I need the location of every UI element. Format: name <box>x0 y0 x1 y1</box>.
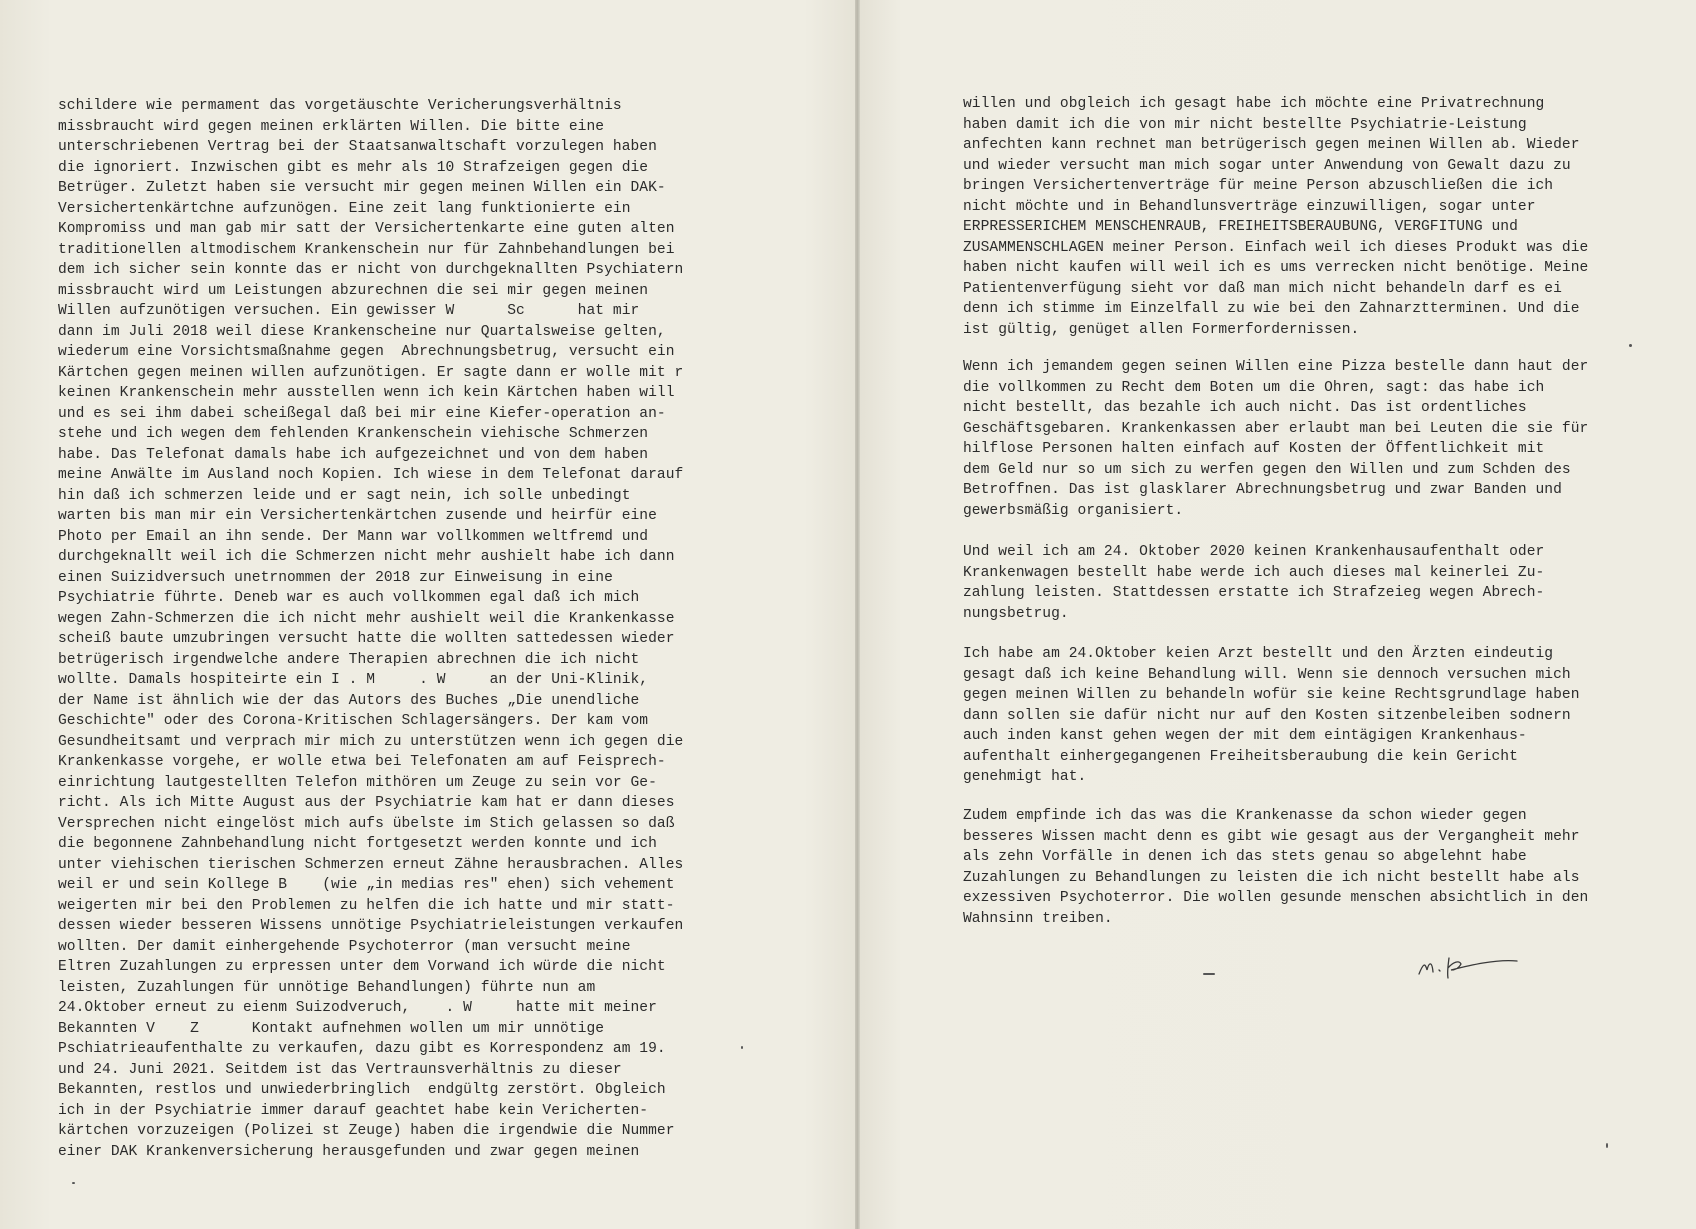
text-line: Pschiatrieaufenthalte zu verkaufen, dazu gibt es Korrespondenz am 19. <box>58 1041 666 1057</box>
text-line: Geschäftsgebaren. Krankenkassen aber erlaubt man bei Leuten die sie für <box>963 420 1589 437</box>
text-line: unterschriebenen Vertrag bei der Staatsanwaltschaft vorzulegen haben <box>58 139 657 155</box>
text-line: wollten. Der damit einhergehende Psychoterror (man versucht meine <box>58 938 631 955</box>
scan-speck <box>1203 973 1215 975</box>
text-line: unter viehischen tierischen Schmerzen erneut Zähne herausbrachen. Alles <box>58 856 684 873</box>
text-line: einrichtung lautgestellten Telefon mithören um Zeuge zu sein vor Ge- <box>58 774 657 791</box>
text-line: gesagt daß ich keine Behandlung will. Wenn sie dennoch versuchen mich <box>963 666 1571 683</box>
text-line: dessen wieder besseren Wissens unnötige Psychiatrieleistungen verkaufen <box>58 918 684 934</box>
text-line: Psychiatrie führte. Deneb war es auch vollkommen egal daß ich mich <box>58 590 640 606</box>
scan-speck <box>72 1182 75 1184</box>
text-line: gewerbsmäßig organisiert. <box>963 502 1184 519</box>
text-line: einen Suizidversuch unetrnommen der 2018 zur Einweisung in eine <box>58 569 613 586</box>
text-line: wegen Zahn-Schmerzen die ich nicht mehr aushielt weil die Krankenkasse <box>58 610 675 627</box>
text-line: Kärtchen gegen meinen willen aufzunötigen. Er sagte dann er wolle mit r <box>58 364 684 381</box>
text-line: hilflose Personen halten einfach auf Kosten der Öffentlichkeit mit <box>963 441 1545 457</box>
text-line: willen und obgleich ich gesagt habe ich möchte eine Privatrechnung <box>963 96 1545 112</box>
text-line: leisten, Zuzahlungen für unnötige Behandlungen) führte nun am <box>58 979 596 996</box>
right-paragraph-5 <box>963 806 1588 929</box>
text-line: aufenthalt einhergegangenen Freiheitsberaubung die kein Gericht <box>963 748 1518 765</box>
text-line: ich in der Psychiatrie immer darauf geachtet habe kein Vericherten- <box>58 1102 649 1119</box>
text-line: 24.Oktober erneut zu eienm Suizodveruch, . W hatte mit meiner <box>58 1000 657 1016</box>
text-line: nicht bestellt, das bezahle ich auch nicht. Das ist ordentliches <box>963 400 1527 416</box>
text-line: schildere wie permament das vorgetäuschte Vericherungsverhältnis <box>58 98 622 114</box>
left-page-text <box>58 96 683 1162</box>
text-line: der Name ist ähnlich wie der das Autors des Buches „Die unendliche <box>58 692 640 709</box>
text-line: Geschichte" oder des Corona-Kritischen Schlagersängers. Der kam vom <box>58 713 649 729</box>
text-line: Bekannten, restlos und unwiederbringlich endgültg zerstört. Obgleich <box>58 1082 666 1098</box>
text-line: ZUSAMMENSCHLAGEN meiner Person. Einfach weil ich dieses Produkt was die <box>963 239 1589 256</box>
text-line: dem Geld nur so um sich zu werfen gegen den Willen und zum Schden des <box>963 461 1571 478</box>
text-line: bringen Versichertenverträge für meine Person abzuschließen die ich <box>963 178 1554 194</box>
text-line: missbraucht wird gegen meinen erklärten Willen. Die bitte eine <box>58 118 605 135</box>
text-line: hin daß ich schmerzen leide und er sagt nein, ich solle unbedingt <box>58 487 631 504</box>
text-line: exzessiven Psychoterror. Die wollen gesunde menschen absichtlich in den <box>963 890 1589 906</box>
text-line: Betrüger. Zuletzt haben sie versucht mir gegen meinen Willen ein DAK- <box>58 180 666 196</box>
scan-speck <box>1629 344 1632 347</box>
text-line: Zuzahlungen zu Behandlungen zu leisten die ich nicht bestellt habe als <box>963 869 1580 886</box>
text-line: nicht möchte und in Behandlunsverträge einzuwilligen, sogar unter <box>963 198 1536 215</box>
text-line: und es sei ihm dabei scheißegal daß bei mir eine Kiefer-operation an- <box>58 405 666 422</box>
text-line: zahlung leisten. Stattdessen erstatte ich Strafzeieg wegen Abrech- <box>963 585 1545 601</box>
text-line: gegen meinen Willen zu behandeln wofür sie keine Rechtsgrundlage haben <box>963 687 1580 703</box>
text-line: Zudem empfinde ich das was die Krankenasse da schon wieder gegen <box>963 808 1527 824</box>
text-line: einer DAK Krankenversicherung herausgefunden und zwar gegen meinen <box>58 1143 640 1160</box>
text-line: ERPRESSERICHEM MENSCHENRAUB, FREIHEITSBERAUBUNG, VERGFITUNG und <box>963 219 1518 235</box>
text-line: missbraucht wird um Leistungen abzurechnen die sei mir gegen meinen <box>58 282 649 299</box>
text-line: Patientenverfügung sieht vor daß man mich nicht behandeln darf es ei <box>963 280 1562 297</box>
right-page <box>860 0 1696 1229</box>
right-paragraph-2 <box>963 357 1588 521</box>
text-line: Betroffnen. Das ist glasklarer Abrechnungsbetrug und zwar Banden und <box>963 482 1562 498</box>
text-line: nungsbetrug. <box>963 605 1069 622</box>
scan-speck <box>1606 1143 1608 1148</box>
text-line: habe. Das Telefonat damals habe ich aufgezeichnet und von dem haben <box>58 446 649 463</box>
text-line: betrügerisch irgendwelche andere Therapien abrechnen die ich nicht <box>58 651 640 668</box>
text-line: weigerten mir bei den Problemen zu helfen die ich hatte und mir statt- <box>58 897 675 914</box>
text-line: scheiß baute umzubringen versucht hatte die wollten sattedessen wieder <box>58 631 675 647</box>
scan-speck <box>741 1046 743 1049</box>
text-line: Gesundheitsamt und verprach mir mich zu unterstützen wenn ich gegen die <box>58 733 684 750</box>
text-line: Eltren Zuzahlungen zu erpressen unter dem Vorwand ich würde die nicht <box>58 959 666 975</box>
text-line: besseres Wissen macht denn es gibt wie gesagt aus der Vergangheit mehr <box>963 828 1580 845</box>
text-line: haben damit ich die von mir nicht bestellte Psychiatrie-Leistung <box>963 116 1527 133</box>
text-line: die ignoriert. Inzwischen gibt es mehr als 10 Strafzeigen gegen die <box>58 159 649 176</box>
text-line: Kompromiss und man gab mir satt der Versichertenkarte eine guten alten <box>58 221 675 237</box>
text-line: dem ich sicher sein konnte das er nicht von durchgeknallten Psychiatern <box>58 262 684 278</box>
text-line: Versichertenkärtchne aufzunögen. Eine zeit lang funktionierte ein <box>58 200 631 217</box>
text-line: Krankenwagen bestellt habe werde ich auch dieses mal keinerlei Zu- <box>963 564 1545 581</box>
text-line: Krankenkasse vorgehe, er wolle etwa bei Telefonaten am auf Feisprech- <box>58 754 666 770</box>
text-line: Bekannten V Z Kontakt aufnehmen wollen um mir unnötige <box>58 1020 605 1037</box>
text-line: als zehn Vorfälle in denen ich das stets genau so abgelehnt habe <box>963 849 1527 865</box>
text-line: Photo per Email an ihn sende. Der Mann war vollkommen weltfremd und <box>58 528 649 545</box>
text-line: warten bis man mir ein Versichertenkärtchen zusende und heirfür eine <box>58 508 657 524</box>
text-line: Wahnsinn treiben. <box>963 910 1113 927</box>
text-line: Willen aufzunötigen versuchen. Ein gewisser W Sc hat mir <box>58 303 640 319</box>
right-paragraph-3 <box>963 542 1544 624</box>
text-line: weil er und sein Kollege B (wie „in medias res" ehen) sich vehement <box>58 877 675 893</box>
text-line: traditionellen altmodischem Krankenschein nur für Zahnbehandlungen bei <box>58 241 675 258</box>
text-line: wollte. Damals hospiteirte ein I . M . W an der Uni-Klinik, <box>58 672 649 688</box>
text-line: Wenn ich jemandem gegen seinen Willen eine Pizza bestelle dann haut der <box>963 359 1589 375</box>
text-line: die vollkommen zu Recht dem Boten um die Ohren, sagt: das habe ich <box>963 379 1545 396</box>
text-line: stehe und ich wegen dem fehlenden Krankenschein viehische Schmerzen <box>58 426 649 442</box>
handwritten-signature <box>1415 948 1525 984</box>
text-line: haben nicht kaufen will weil ich es ums verrecken nicht benötige. Meine <box>963 260 1589 276</box>
text-line: denn ich stimme im Einzelfall zu wie bei den Zahnarztterminen. Und die <box>963 301 1580 317</box>
text-line: richt. Als ich Mitte August aus der Psychiatrie kam hat er dann dieses <box>58 795 675 811</box>
text-line: anfechten kann rechnet man betrügerisch gegen meinen Willen ab. Wieder <box>963 137 1580 153</box>
text-line: wiederum eine Vorsichtsmaßnahme gegen Abrechnungsbetrug, versucht ein <box>58 344 675 360</box>
text-line: dann sollen sie dafür nicht nur auf den Kosten sitzenbeleiben sodnern <box>963 707 1571 724</box>
text-line: Versprechen nicht eingelöst mich aufs übelste im Stich gelassen so daß <box>58 815 675 832</box>
text-line: und wieder versucht man mich sogar unter Anwendung von Gewalt dazu zu <box>963 157 1571 174</box>
text-line: keinen Krankenschein mehr ausstellen wenn ich kein Kärtchen haben will <box>58 385 675 401</box>
text-line: durchgeknallt weil ich die Schmerzen nicht mehr aushielt habe ich dann <box>58 549 675 565</box>
text-line: Ich habe am 24.Oktober keien Arzt bestellt und den Ärzten eindeutig <box>963 646 1554 662</box>
text-line: die begonnene Zahnbehandlung nicht fortgesetzt werden konnte und ich <box>58 836 657 852</box>
text-line: Und weil ich am 24. Oktober 2020 keinen Krankenhausaufenthalt oder <box>963 544 1545 560</box>
text-line: ist gültig, genüget allen Formerfordernissen. <box>963 321 1360 338</box>
right-paragraph-1 <box>963 94 1588 340</box>
right-paragraph-4 <box>963 644 1580 788</box>
text-line: meine Anwälte im Ausland noch Kopien. Ich wiese in dem Telefonat darauf <box>58 467 684 483</box>
text-line: dann im Juli 2018 weil diese Krankenscheine nur Quartalsweise gelten, <box>58 323 666 340</box>
text-line: kärtchen vorzuzeigen (Polizei st Zeuge) haben die irgendwie die Nummer <box>58 1123 675 1139</box>
text-line: auch inden kanst gehen wegen der mit dem eintägigen Krankenhaus- <box>963 728 1527 744</box>
text-line: genehmigt hat. <box>963 769 1087 785</box>
text-line: und 24. Juni 2021. Seitdem ist das Vertraunsverhältnis zu dieser <box>58 1061 622 1078</box>
